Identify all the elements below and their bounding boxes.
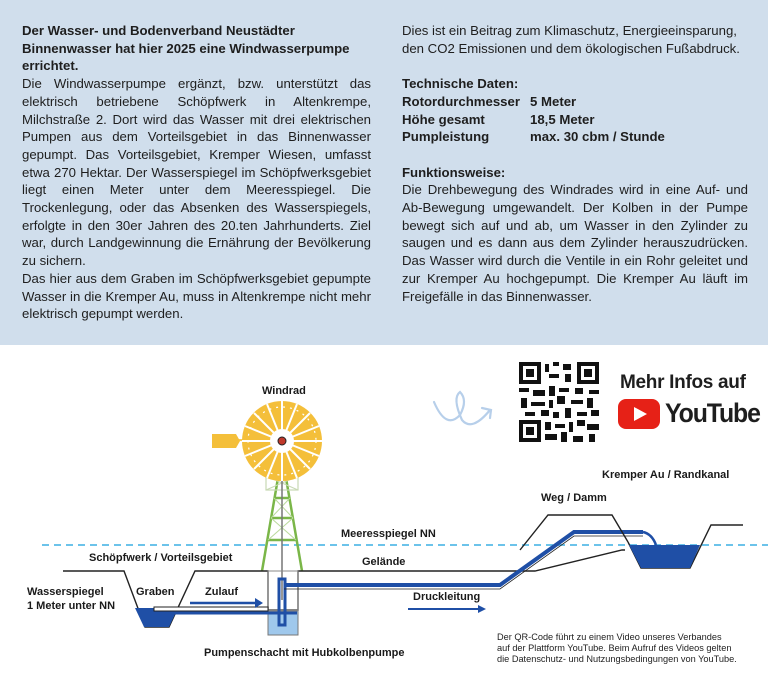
qr-code [519,362,599,442]
tech-value: max. 30 cbm / Stunde [530,129,665,145]
climate-text: Dies ist ein Beitrag zum Klimaschutz, Energieeinsparung, den CO2 Emissionen und dem ökologischen Fußabdruck. [402,23,740,56]
disclaimer-line: die Datenschutz- und Nutzungsbedingungen von YouTube. [497,654,737,665]
label-windrad: Windrad [262,385,306,397]
pressure-arrow-icon [478,605,486,613]
qr-disclaimer [497,632,737,666]
tech-label: Rotordurchmesser [402,93,520,109]
label-zulauf: Zulauf [205,586,238,598]
label-wasserspiegel-nn: 1 Meter unter NN [27,600,116,612]
label-schoepfwerk: Schöpfwerk / Vorteilsgebiet [89,552,233,564]
tech-label: Pumpleistung [402,129,490,145]
tech-value: 18,5 Meter [530,111,595,127]
label-kremper-au: Kremper Au / Randkanal [602,469,730,481]
more-info-title: Mehr Infos auf [620,372,746,393]
disclaimer-line: Der QR-Code führt zu einem Video unseres Verbandes [497,632,722,642]
label-weg-damm: Weg / Damm [541,492,607,504]
channel-water [629,545,700,568]
label-graben: Graben [136,586,175,598]
label-wasserspiegel: Wasserspiegel [27,586,104,598]
label-gelaende: Gelände [362,556,406,568]
label-druckleitung: Druckleitung [413,591,481,603]
technical-heading: Technische Daten: [402,76,519,92]
intro-paragraph-2: Das hier aus dem Graben im Schöpfwerksgebiet gepumpte Wasser in die Kremper Au, muss in Altenkrempe nicht mehr elektrisch gepumpt werden. [22,270,371,322]
function-heading: Funktionsweise: [402,164,506,180]
label-pumpenschacht: Pumpenschacht mit Hubkolbenpumpe [204,647,405,659]
intro-paragraph-1: Die Windwasserpumpe ergänzt, bzw. unterstützt das elektrisch betriebene Schöpfwerk in Altenkrempe, Milchstraße 2. Dort wird das Wasser mit drei elektrischen Pumpen aus dem Vorteilsgebiet in das Binnenwasser gepumpt. Das Vorteilsgebiet, Kremper Wiesen, umfasst etwa 270 Hektar. Der Wasserspiegel im Schöpfwerksgebiet liegt einen Meter unter dem Meeresspiegel. Die Trockenlegung, oder das Absenken des Wasserspiegels, erfolgte in den 30er Jahren des 20.ten Jahrhunderts. Ziel war, durch Landgewinnung die Ernährung der Bevölkerung zu sichern. [22,76,371,269]
disclaimer-line: auf der Plattform YouTube. Beim Aufruf des Videos gelten [497,643,732,654]
tech-label: Höhe gesamt [402,111,485,127]
youtube-logo[interactable] [618,398,768,429]
windmill-rotor [242,401,322,481]
label-meeresspiegel: Meeresspiegel NN [341,528,436,540]
youtube-play-icon [618,399,660,429]
youtube-wordmark: YouTube [665,398,760,428]
tech-value: 5 Meter [530,93,577,109]
intro-heading: Der Wasser- und Bodenverband Neustädter Binnenwasser hat hier 2025 eine Windwasserpumpe errichtet. [22,23,350,74]
inflow-pipe [154,607,268,611]
function-text: Die Drehbewegung des Windrades wird in eine Auf- und Ab-Bewegung umgewandelt. Der Kolben in der Pumpe bewegt sich auf und ab, um Wasser in den Zylinder zu saugen und es dann aus dem Zylinder herauszudrücken. Das Wasser wird durch die Ventile in ein Rohr geleitet und zur Kremper Au hochgepumpt. Die Kremper Au läuft im Freigefälle in das Binnenwasser. [402,182,748,304]
